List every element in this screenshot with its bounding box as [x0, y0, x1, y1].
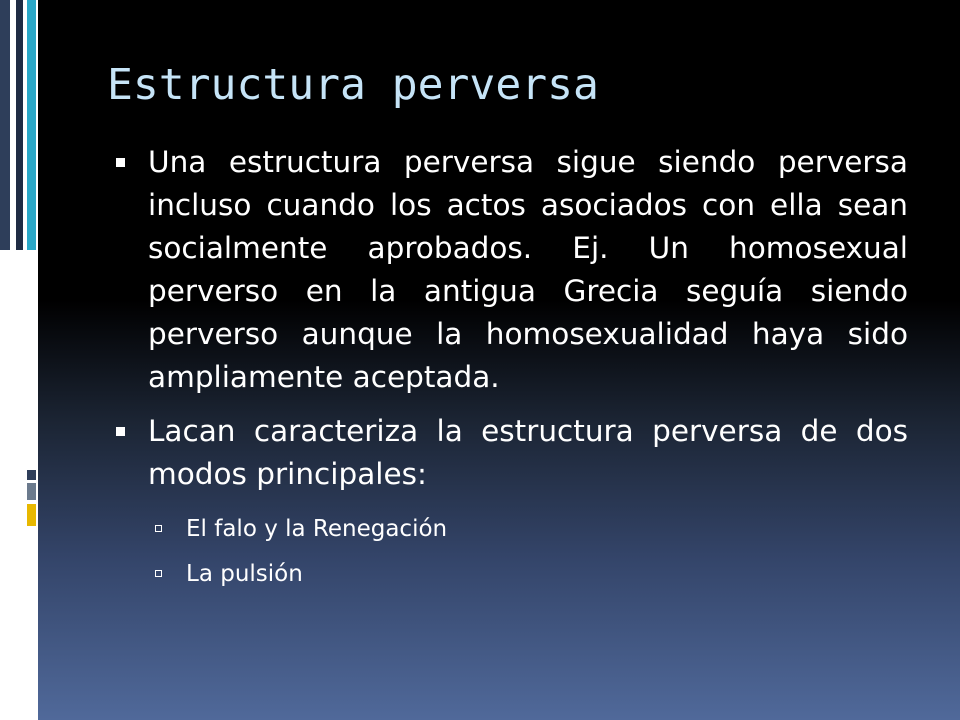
bullet-item [108, 410, 908, 496]
sub-bullet-text: La pulsión [186, 561, 303, 587]
bullet-text: Lacan caracteriza la estructura perversa de dos modos principales: [148, 414, 908, 491]
slide-title: Estructura perversa [107, 60, 599, 110]
decorative-stripe [27, 0, 36, 250]
bullet-text: Una estructura perversa sigue siendo perversa incluso cuando los actos asociados con ella sean socialmente aprobados. Ej. Un homosexual perverso en la antigua Grecia seguía siendo perverso aunque la homosexualidad haya sido ampliamente aceptada. [148, 145, 908, 394]
top-decorative-stripes [0, 0, 38, 250]
decorative-block [27, 504, 36, 526]
hollow-square-bullet-icon [155, 570, 162, 577]
decorative-block [27, 483, 36, 500]
bullet-item [108, 141, 908, 399]
square-bullet-icon [116, 158, 125, 167]
decorative-block [27, 470, 36, 480]
square-bullet-icon [116, 427, 125, 436]
sub-bullet-item [108, 507, 908, 552]
hollow-square-bullet-icon [155, 525, 162, 532]
sub-bullet-item [108, 552, 908, 597]
decorative-stripe [16, 0, 23, 250]
sub-bullet-text: El falo y la Renegación [186, 516, 448, 542]
bullet-list [108, 141, 908, 597]
decorative-stripe [0, 0, 10, 250]
